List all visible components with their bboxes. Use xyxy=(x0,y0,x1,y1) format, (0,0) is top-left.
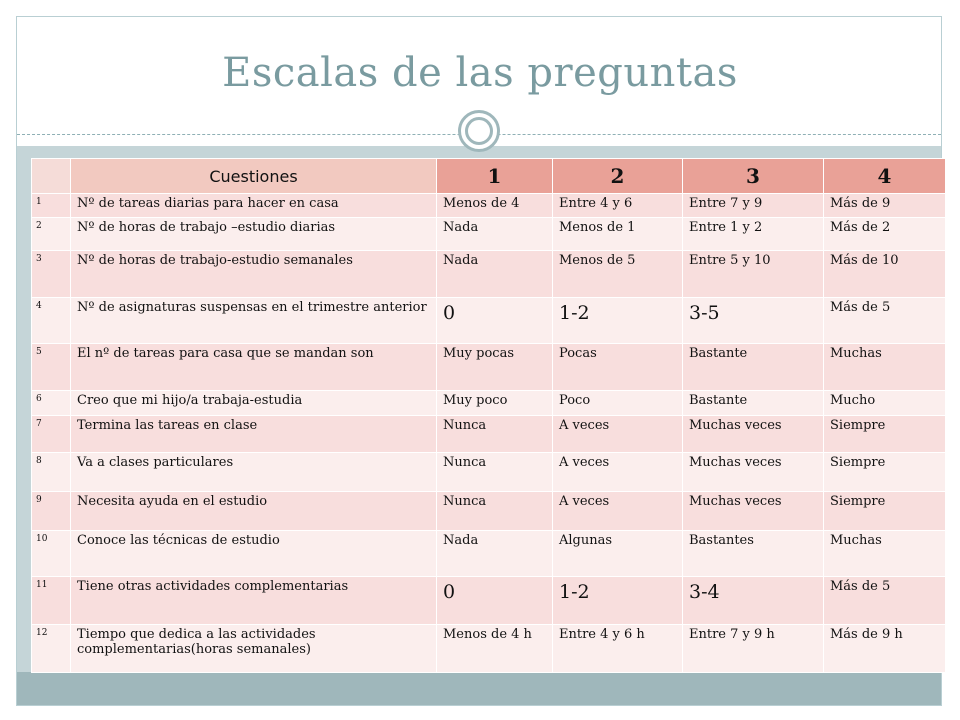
scale-cell: Mucho xyxy=(824,391,946,416)
scale-cell: Algunas xyxy=(553,531,683,577)
scale-cell: Más de 5 xyxy=(824,298,946,344)
scale-cell: A veces xyxy=(553,492,683,531)
scale-cell: Bastantes xyxy=(683,531,824,577)
question-cell: Tiene otras actividades complementarias xyxy=(71,577,437,625)
scale-cell: Entre 4 y 6 h xyxy=(553,625,683,673)
scale-cell: Nunca xyxy=(437,453,553,492)
row-number: 7 xyxy=(32,416,71,453)
scale-cell: 1-2 xyxy=(553,577,683,625)
scale-cell: Entre 4 y 6 xyxy=(553,194,683,218)
row-number: 2 xyxy=(32,218,71,251)
scale-cell: Más de 5 xyxy=(824,577,946,625)
scale-cell: Más de 2 xyxy=(824,218,946,251)
scale-cell: Entre 7 y 9 xyxy=(683,194,824,218)
scale-cell: 0 xyxy=(437,577,553,625)
row-number: 9 xyxy=(32,492,71,531)
row-number: 12 xyxy=(32,625,71,673)
scale-cell: A veces xyxy=(553,453,683,492)
slide-title: Escalas de las preguntas xyxy=(222,50,738,96)
question-cell: Va a clases particulares xyxy=(71,453,437,492)
row-number: 1 xyxy=(32,194,71,218)
scale-cell: Poco xyxy=(553,391,683,416)
scale-cell: Muchas veces xyxy=(683,492,824,531)
scale-cell: Nada xyxy=(437,218,553,251)
row-number: 10 xyxy=(32,531,71,577)
table-row xyxy=(32,453,946,492)
scale-cell: Pocas xyxy=(553,344,683,391)
question-cell: Necesita ayuda en el estudio xyxy=(71,492,437,531)
table-row xyxy=(32,625,946,673)
row-number: 5 xyxy=(32,344,71,391)
question-cell: Creo que mi hijo/a trabaja-estudia xyxy=(71,391,437,416)
table-row xyxy=(32,531,946,577)
scales-table xyxy=(31,158,946,673)
scale-cell: Siempre xyxy=(824,453,946,492)
scale-cell: Muchas veces xyxy=(683,453,824,492)
scale-cell: Entre 1 y 2 xyxy=(683,218,824,251)
question-cell: El nº de tareas para casa que se mandan son xyxy=(71,344,437,391)
row-number: 4 xyxy=(32,298,71,344)
scale-cell: Más de 10 xyxy=(824,251,946,298)
header-scale-1: 1 xyxy=(437,159,553,194)
scale-cell: Bastante xyxy=(683,344,824,391)
question-cell: Nº de tareas diarias para hacer en casa xyxy=(71,194,437,218)
header-questions: Cuestiones xyxy=(71,159,437,194)
question-cell: Nº de asignaturas suspensas en el trimestre anterior xyxy=(71,298,437,344)
table-row xyxy=(32,344,946,391)
scale-cell: Menos de 5 xyxy=(553,251,683,298)
table-row xyxy=(32,194,946,218)
scale-cell: 0 xyxy=(437,298,553,344)
header-corner-cell xyxy=(32,159,71,194)
scale-cell: Siempre xyxy=(824,492,946,531)
question-cell: Termina las tareas en clase xyxy=(71,416,437,453)
scale-cell: Más de 9 xyxy=(824,194,946,218)
scale-cell: Siempre xyxy=(824,416,946,453)
question-cell: Nº de horas de trabajo-estudio semanales xyxy=(71,251,437,298)
table-row xyxy=(32,492,946,531)
scale-cell: Nada xyxy=(437,251,553,298)
scale-cell: Entre 7 y 9 h xyxy=(683,625,824,673)
table-row xyxy=(32,251,946,298)
row-number: 3 xyxy=(32,251,71,298)
scale-cell: Menos de 1 xyxy=(553,218,683,251)
row-number: 11 xyxy=(32,577,71,625)
table-row xyxy=(32,298,946,344)
scale-cell: Bastante xyxy=(683,391,824,416)
header-scale-4: 4 xyxy=(824,159,946,194)
scale-cell: 3-4 xyxy=(683,577,824,625)
table-row xyxy=(32,416,946,453)
row-number: 8 xyxy=(32,453,71,492)
scale-cell: Muchas veces xyxy=(683,416,824,453)
scale-cell: 3-5 xyxy=(683,298,824,344)
header-scale-3: 3 xyxy=(683,159,824,194)
scale-cell: Nunca xyxy=(437,416,553,453)
circle-ornament-icon xyxy=(458,110,500,152)
scale-cell: Nunca xyxy=(437,492,553,531)
scale-cell: Muchas xyxy=(824,344,946,391)
scale-cell: Muy poco xyxy=(437,391,553,416)
table-row xyxy=(32,218,946,251)
scale-cell: Muchas xyxy=(824,531,946,577)
scale-cell: Nada xyxy=(437,531,553,577)
row-number: 6 xyxy=(32,391,71,416)
scale-cell: A veces xyxy=(553,416,683,453)
header-scale-2: 2 xyxy=(553,159,683,194)
scale-cell: 1-2 xyxy=(553,298,683,344)
footer-band xyxy=(17,672,941,705)
scale-cell: Menos de 4 h xyxy=(437,625,553,673)
question-cell: Nº de horas de trabajo –estudio diarias xyxy=(71,218,437,251)
table-row xyxy=(32,577,946,625)
scale-cell: Menos de 4 xyxy=(437,194,553,218)
question-cell: Conoce las técnicas de estudio xyxy=(71,531,437,577)
scale-cell: Muy pocas xyxy=(437,344,553,391)
scale-cell: Más de 9 h xyxy=(824,625,946,673)
table-row xyxy=(32,391,946,416)
header-row xyxy=(32,159,946,194)
scale-cell: Entre 5 y 10 xyxy=(683,251,824,298)
question-cell: Tiempo que dedica a las actividades complementarias(horas semanales) xyxy=(71,625,437,673)
